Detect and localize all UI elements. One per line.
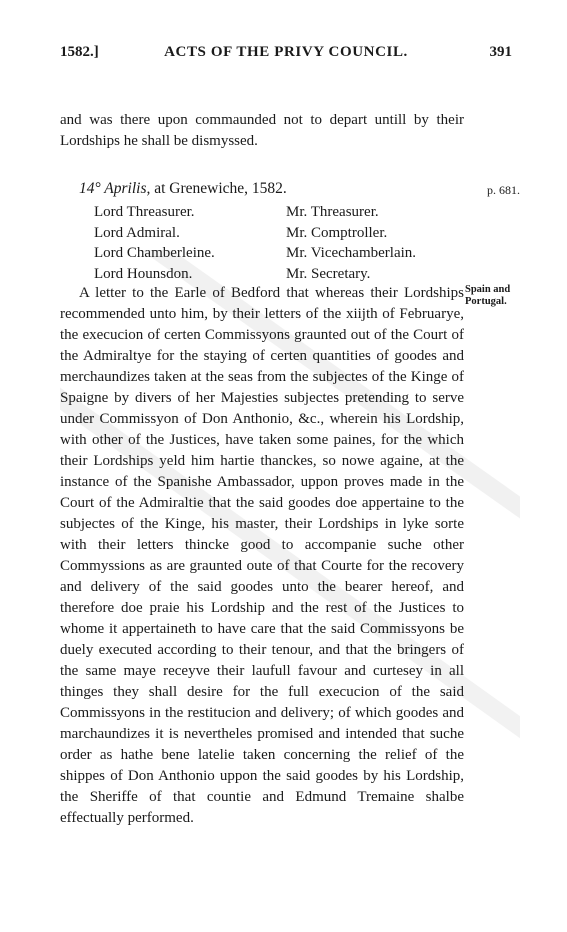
attendee: Mr. Comptroller. xyxy=(286,224,388,241)
header-year: 1582.] xyxy=(60,44,99,60)
body-paragraph: A letter to the Earle of Bedford that whereas their Lordships recommended unto him, by their letters of the xiijth of Februarye, the execucion of certen Commissyons graunted out of the Court of the Admiraltye for the staying of certen quantities of goodes and merchaundizes taken at the seas from the subjectes of the Kinge of Spaigne by divers of her Majesties subjectes pretending to serve under Commissyon of Don Anthonio, &c., wherein his Lordship, with other of the Justices, have taken some paines, for the which their Lordships yeld him hartie thanckes, so nowe againe, at the instance of the Spanishe Ambassador, uppon proves made in the Court of the Admiraltie that the said goodes doe appertaine to the subjectes of the Kinge, his master, their Lordships in lyke sorte with their letters thincke good to accompanie suche other Commyssions as are graunted oute of that Courte for the recovery and delivery of the said goodes unto the bearer hereof, and therefore doe praie his Lordship and the rest of the Justices to whome it appertaineth to have care that the said Commissyons be duely executed according to their tenour, and that the bringers of the same maye receyve their laufull favour and curtesey in all thinges they shall desire for the full execucion of the said Commissyons in the restitucion and delivery; of which goodes and marchaundizes it is nevertheles promised and intended that suche order as hathe bene latelie taken concerning the relief of the shippes of Don Anthonio uppon the said goodes by his Lordship, the Sheriffe of that countie and Edmund Tremaine shalbe effectually performed. xyxy=(60,285,464,826)
attendee: Lord Threasurer. xyxy=(94,204,195,220)
header-title: ACTS OF THE PRIVY COUNCIL. xyxy=(164,44,408,60)
meeting-date-place: at Grenewiche, 1582. xyxy=(150,180,287,197)
continuation-paragraph: and was there upon commaunded not to depart untill by their Lordships he shall be dismyssed. xyxy=(60,112,464,149)
attendee: Lord Admiral. xyxy=(94,224,180,241)
attendance-left-column xyxy=(94,202,215,284)
attendee: Mr. Vicechamberlain. xyxy=(286,245,417,261)
meeting-date xyxy=(79,180,287,198)
attendee: Mr. Secretary. xyxy=(286,265,371,282)
margin-note: Spain and Portugal. xyxy=(465,284,511,307)
page-number: 391 xyxy=(489,44,512,60)
attendee: Lord Chamberleine. xyxy=(94,245,215,261)
running-header xyxy=(60,44,512,66)
manuscript-page-ref: p. 681. xyxy=(487,183,520,197)
attendee: Mr. Threasurer. xyxy=(286,204,379,220)
meeting-date-italic: 14° Aprilis, xyxy=(79,180,151,197)
attendee: Lord Hounsdon. xyxy=(94,265,193,282)
attendance-right-column xyxy=(286,202,416,284)
